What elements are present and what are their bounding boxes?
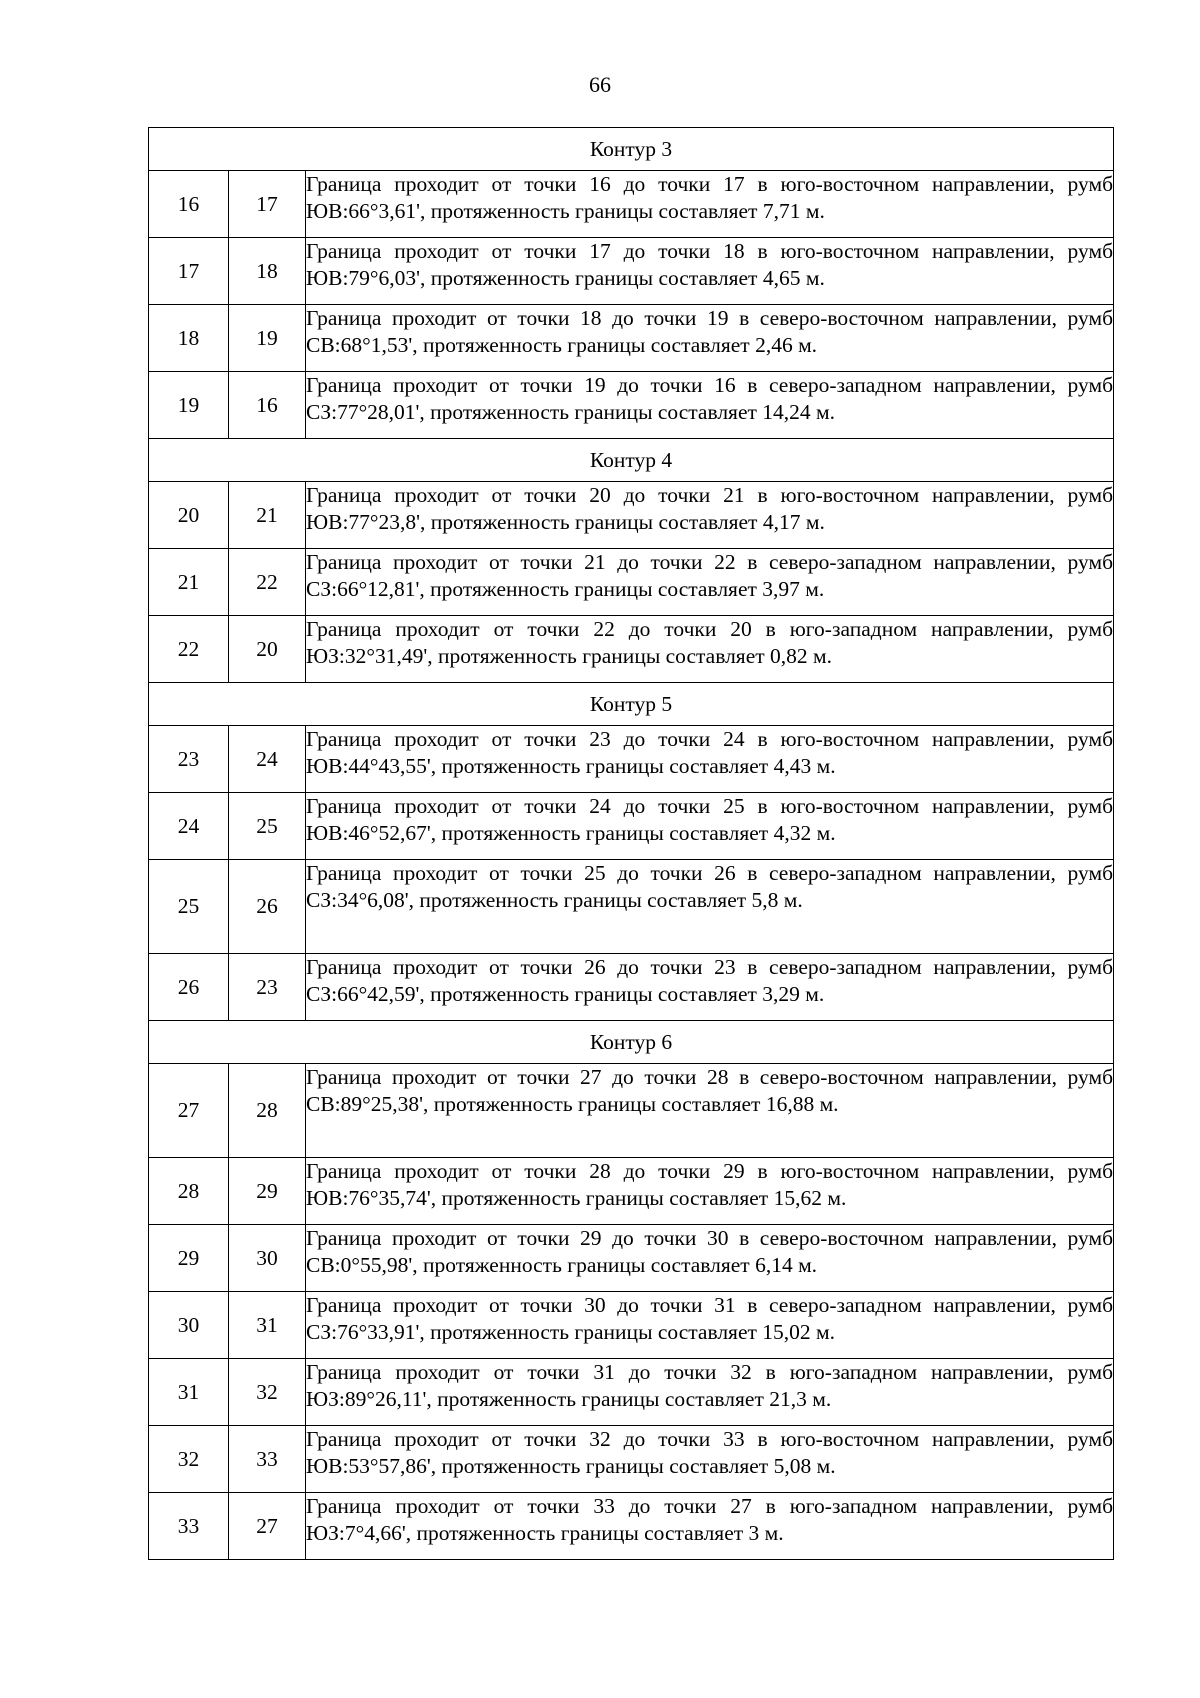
- table-row: [149, 1292, 1114, 1359]
- segment-description: [306, 171, 1114, 238]
- table-row: [149, 1064, 1114, 1158]
- segment-description: [306, 1426, 1114, 1493]
- segment-description: [306, 860, 1114, 954]
- end-point: 19: [229, 305, 306, 372]
- start-point: 16: [149, 171, 229, 238]
- end-point: 22: [229, 549, 306, 616]
- table-row: [149, 1158, 1114, 1225]
- start-point: 27: [149, 1064, 229, 1158]
- segment-description: [306, 616, 1114, 683]
- segment-description: [306, 372, 1114, 439]
- segment-text: Граница проходит от точки 20 до точки 21 в юго-восточном направлении, румб ЮВ:77°23,8', протяженность границы составляет 4,17 м.: [306, 483, 1114, 534]
- table-row: [149, 171, 1114, 238]
- table-row: [149, 954, 1114, 1021]
- segment-description: [306, 238, 1114, 305]
- table-row: [149, 1493, 1114, 1560]
- start-point: 24: [149, 793, 229, 860]
- table-row: [149, 860, 1114, 954]
- boundary-table-body: [149, 128, 1114, 1560]
- segment-text: Граница проходит от точки 29 до точки 30 в северо-восточном направлении, румб СВ:0°55,98', протяженность границы составляет 6,14 м.: [306, 1226, 1114, 1277]
- segment-text: Граница проходит от точки 25 до точки 26 в северо-западном направлении, румб СЗ:34°6,08', протяженность границы составляет 5,8 м.: [306, 861, 1114, 912]
- segment-description: [306, 549, 1114, 616]
- start-point: 28: [149, 1158, 229, 1225]
- contour-header-row: [149, 683, 1114, 726]
- segment-text: Граница проходит от точки 28 до точки 29 в юго-восточном направлении, румб ЮВ:76°35,74', протяженность границы составляет 15,62 м.: [306, 1159, 1114, 1210]
- end-point: 30: [229, 1225, 306, 1292]
- table-row: [149, 1225, 1114, 1292]
- segment-text: Граница проходит от точки 24 до точки 25 в юго-восточном направлении, румб ЮВ:46°52,67', протяженность границы составляет 4,32 м.: [306, 794, 1114, 845]
- table-row: [149, 238, 1114, 305]
- end-point: 18: [229, 238, 306, 305]
- segment-description: [306, 1359, 1114, 1426]
- boundary-table: [148, 127, 1114, 1560]
- table-row: [149, 1426, 1114, 1493]
- segment-text: Граница проходит от точки 18 до точки 19 в северо-восточном направлении, румб СВ:68°1,53', протяженность границы составляет 2,46 м.: [306, 306, 1114, 357]
- end-point: 32: [229, 1359, 306, 1426]
- segment-description: [306, 793, 1114, 860]
- segment-text: Граница проходит от точки 17 до точки 18 в юго-восточном направлении, румб ЮВ:79°6,03', протяженность границы составляет 4,65 м.: [306, 239, 1114, 290]
- segment-text: Граница проходит от точки 22 до точки 20 в юго-западном направлении, румб ЮЗ:32°31,49', протяженность границы составляет 0,82 м.: [306, 617, 1114, 668]
- start-point: 21: [149, 549, 229, 616]
- segment-description: [306, 1158, 1114, 1225]
- start-point: 33: [149, 1493, 229, 1560]
- segment-text: Граница проходит от точки 26 до точки 23 в северо-западном направлении, румб СЗ:66°42,59', протяженность границы составляет 3,29 м.: [306, 955, 1114, 1006]
- end-point: 26: [229, 860, 306, 954]
- page-number: 66: [589, 72, 611, 97]
- segment-description: [306, 482, 1114, 549]
- table-row: [149, 793, 1114, 860]
- end-point: 31: [229, 1292, 306, 1359]
- end-point: 28: [229, 1064, 306, 1158]
- start-point: 30: [149, 1292, 229, 1359]
- start-point: 23: [149, 726, 229, 793]
- start-point: 29: [149, 1225, 229, 1292]
- table-row: [149, 1359, 1114, 1426]
- end-point: 33: [229, 1426, 306, 1493]
- segment-description: [306, 1493, 1114, 1560]
- table-row: [149, 726, 1114, 793]
- segment-text: Граница проходит от точки 23 до точки 24 в юго-восточном направлении, румб ЮВ:44°43,55', протяженность границы составляет 4,43 м.: [306, 727, 1114, 778]
- segment-description: [306, 1064, 1114, 1158]
- end-point: 29: [229, 1158, 306, 1225]
- start-point: 26: [149, 954, 229, 1021]
- start-point: 19: [149, 372, 229, 439]
- start-point: 32: [149, 1426, 229, 1493]
- start-point: 18: [149, 305, 229, 372]
- end-point: 24: [229, 726, 306, 793]
- segment-text: Граница проходит от точки 33 до точки 27 в юго-западном направлении, румб ЮЗ:7°4,66', протяженность границы составляет 3 м.: [306, 1494, 1114, 1545]
- contour-header-row: [149, 1021, 1114, 1064]
- end-point: 17: [229, 171, 306, 238]
- segment-text: Граница проходит от точки 19 до точки 16 в северо-западном направлении, румб СЗ:77°28,01', протяженность границы составляет 14,24 м.: [306, 373, 1114, 424]
- segment-description: [306, 726, 1114, 793]
- contour-title: Контур 6: [149, 1021, 1114, 1064]
- end-point: 23: [229, 954, 306, 1021]
- segment-description: [306, 1292, 1114, 1359]
- start-point: 22: [149, 616, 229, 683]
- end-point: 27: [229, 1493, 306, 1560]
- segment-description: [306, 954, 1114, 1021]
- table-row: [149, 372, 1114, 439]
- table-row: [149, 482, 1114, 549]
- table-row: [149, 549, 1114, 616]
- segment-text: Граница проходит от точки 27 до точки 28 в северо-восточном направлении, румб СВ:89°25,38', протяженность границы составляет 16,88 м.: [306, 1065, 1114, 1116]
- table-row: [149, 616, 1114, 683]
- start-point: 20: [149, 482, 229, 549]
- segment-description: [306, 1225, 1114, 1292]
- segment-text: Граница проходит от точки 30 до точки 31 в северо-западном направлении, румб СЗ:76°33,91', протяженность границы составляет 15,02 м.: [306, 1293, 1114, 1344]
- end-point: 20: [229, 616, 306, 683]
- contour-header-row: [149, 128, 1114, 171]
- table-row: [149, 305, 1114, 372]
- contour-title: Контур 3: [149, 128, 1114, 171]
- segment-description: [306, 305, 1114, 372]
- contour-header-row: [149, 439, 1114, 482]
- segment-text: Граница проходит от точки 16 до точки 17 в юго-восточном направлении, румб ЮВ:66°3,61', протяженность границы составляет 7,71 м.: [306, 172, 1114, 223]
- end-point: 21: [229, 482, 306, 549]
- segment-text: Граница проходит от точки 31 до точки 32 в юго-западном направлении, румб ЮЗ:89°26,11', протяженность границы составляет 21,3 м.: [306, 1360, 1114, 1411]
- segment-text: Граница проходит от точки 32 до точки 33 в юго-восточном направлении, румб ЮВ:53°57,86', протяженность границы составляет 5,08 м.: [306, 1427, 1114, 1478]
- start-point: 17: [149, 238, 229, 305]
- start-point: 25: [149, 860, 229, 954]
- contour-title: Контур 4: [149, 439, 1114, 482]
- contour-title: Контур 5: [149, 683, 1114, 726]
- end-point: 25: [229, 793, 306, 860]
- segment-text: Граница проходит от точки 21 до точки 22 в северо-западном направлении, румб СЗ:66°12,81', протяженность границы составляет 3,97 м.: [306, 550, 1114, 601]
- end-point: 16: [229, 372, 306, 439]
- start-point: 31: [149, 1359, 229, 1426]
